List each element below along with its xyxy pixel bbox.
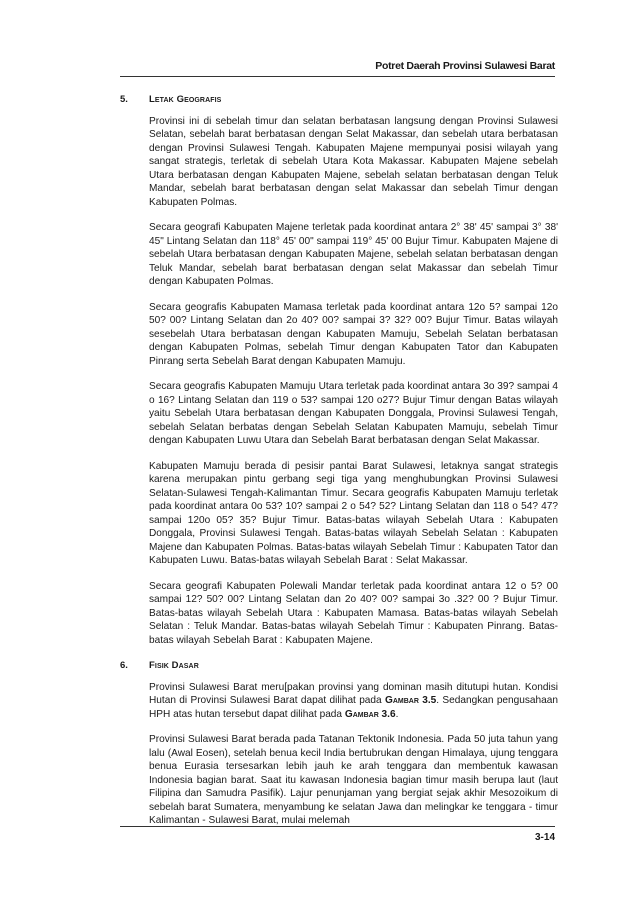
section-title: Fisik Dasar: [149, 660, 199, 671]
paragraph: Secara geografi Kabupaten Polewali Mandar terletak pada koordinat antara 12 o 5? 00 sampai 12? 50? 00? Lintang Selatan dan 2o 40? 00? sampai 3o .32? 00 ? Bujur Timur. Batas-batas wilayah Sebelah Utara : Kabupaten Mamasa. Batas-batas wilayah Sebelah Selatan : Teluk Mandar. Batas-batas wilayah Sebelah Timur : Kabupaten Pinrang. Batas-batas wilayah Sebelah Barat : Kabupaten Majene.: [149, 580, 558, 646]
paragraph: Secara geografis Kabupaten Mamuju Utara terletak pada koordinat antara 3o 39? sampai 4 o 16? Lintang Selatan dan 119 o 53? sampai 120 o27? Bujur Timur dengan Batas wilayah yaitu Sebelah Utara berbatasan dengan Kabupaten Donggala, Provinsi Sulawesi Tengah, sebelah Selatan berbatas dengan Sebelah Selatan Kabupaten Mamuju, sebelah Timur dengan Kabupaten Luwu Utara dan Sebelah Barat berbatasan dengan Selat Makassar.: [149, 381, 558, 446]
paragraph: Provinsi Sulawesi Barat berada pada Tatanan Tektonik Indonesia. Pada 50 juta tahun yang lalu (Awal Eosen), setelah benua kecil India bertubrukan dengan Himalaya, ujung tenggara benua Eurasia tersesarkan lebih jauh ke arah tenggara dan membentuk kawasan Indonesia bagian barat. Saat itu kawasan Indonesia bagian timur masih berupa laut (laut Filipina dan Samudra Pasifik). Lajur penunjaman yang bergiat sejak akhir Mesozoikum di sebelah barat Sumatera, menyambung ke selatan Jawa dan melingkar ke tenggara - timur Kalimantan - Sulawesi Barat, mulai melemah: [149, 734, 558, 826]
section-title: Letak Geografis: [149, 94, 222, 105]
section-heading: [120, 93, 558, 107]
paragraph: Kabupaten Mamuju berada di pesisir pantai Barat Sulawesi, letaknya sangat strategis karena merupakan pintu gerbang segi tiga yang menghubungkan Provinsi Sulawesi Selatan-Sulawesi Tengah-Kalimantan Timur. Secara geografis Kabupaten Mamuju terletak pada koordinat antara 0o 53? 10? sampai 2 o 54? 52? Lintang Selatan dan 118 o 54? 47? sampai 120o 05? 35? Bujur Timur. Batas-batas wilayah Sebelah Utara : Kabupaten Donggala, Provinsi Sulawesi Tengah. Batas-batas wilayah Sebelah Selatan : Kabupaten Majene dan Kabupaten Polmas. Batas-batas wilayah Sebelah Timur : Kabupaten Tator dan Kabupaten Luwu. Batas-batas wilayah Sebelah Barat : Selat Makassar.: [149, 460, 558, 566]
figure-reference: Gambar 3.6: [344, 708, 396, 720]
section-heading: [120, 659, 558, 673]
paragraph: [149, 681, 558, 722]
page-number: 3-14: [534, 832, 555, 843]
paragraph-text: Provinsi Sulawesi Barat meru[pakan provinsi yang dominan masih ditutupi hutan. Kondisi Hutan di Provinsi Sulawesi Barat dapat dilihat pada: [149, 681, 558, 706]
header-rule: [120, 76, 555, 77]
page-content: [120, 93, 558, 840]
paragraph: Provinsi ini di sebelah timur dan selatan berbatasan langsung dengan Provinsi Sulawesi Selatan, sebelah barat berbatasan dengan Selat Makassar, dan sebelah utara berbatasan dengan Provinsi Sulawesi Tengah. Kabupaten Majene mempunyai posisi wilayah yang sangat strategis, terletak di sebelah Utara Kota Makassar. Kabupaten Majene sebelah Utara berbatasan dengan Kabupaten Majene, sebelah selatan berbatasan dengan Teluk Mandar, sebelah barat berbatasan dengan selat Makassar dan sebelah Timur dengan Kabupaten Polmas.: [149, 115, 558, 208]
paragraph-text: . Sedangkan pengusahaan HPH atas hutan tersebut dapat dilihat pada: [149, 695, 558, 720]
footer-rule: [120, 826, 555, 827]
paragraph: Secara geografis Kabupaten Mamasa terletak pada koordinat antara 12o 5? sampai 12o 50? 00? Lintang Selatan dan 2o 40? 00? sampai 3? 32? 00? Bujur Timur. Batas wilayah sesebelah Utara berbatasan dengan Kabupaten Mamuju, Sebelah Selatan berbatasan dengan Kabupaten Polmas, sebelah Timur dengan Kabupaten Tator dan Kabupaten Pinrang serta Sebelah Barat dengan Kabupaten Mamuju.: [149, 301, 558, 367]
paragraph-text: .: [395, 708, 399, 720]
figure-reference: Gambar 3.5: [384, 695, 437, 706]
paragraph: Secara geografi Kabupaten Majene terletak pada koordinat antara 2° 38' 45' sampai 3° 38' 45" Lintang Selatan dan 118° 45' 00" sampai 119° 45' 00 Bujur Timur. Kabupaten Majene di sebelah Utara berbatasan dengan Kabupaten Majene, sebelah selatan berbatasan dengan Teluk Mandar, sebelah barat berbatasan dengan selat Makassar dan sebelah Timur dengan Kabupaten Polmas.: [149, 222, 558, 287]
running-header: Potret Daerah Provinsi Sulawesi Barat: [375, 60, 555, 72]
section-number: 6.: [120, 660, 128, 671]
section-number: 5.: [120, 94, 128, 105]
